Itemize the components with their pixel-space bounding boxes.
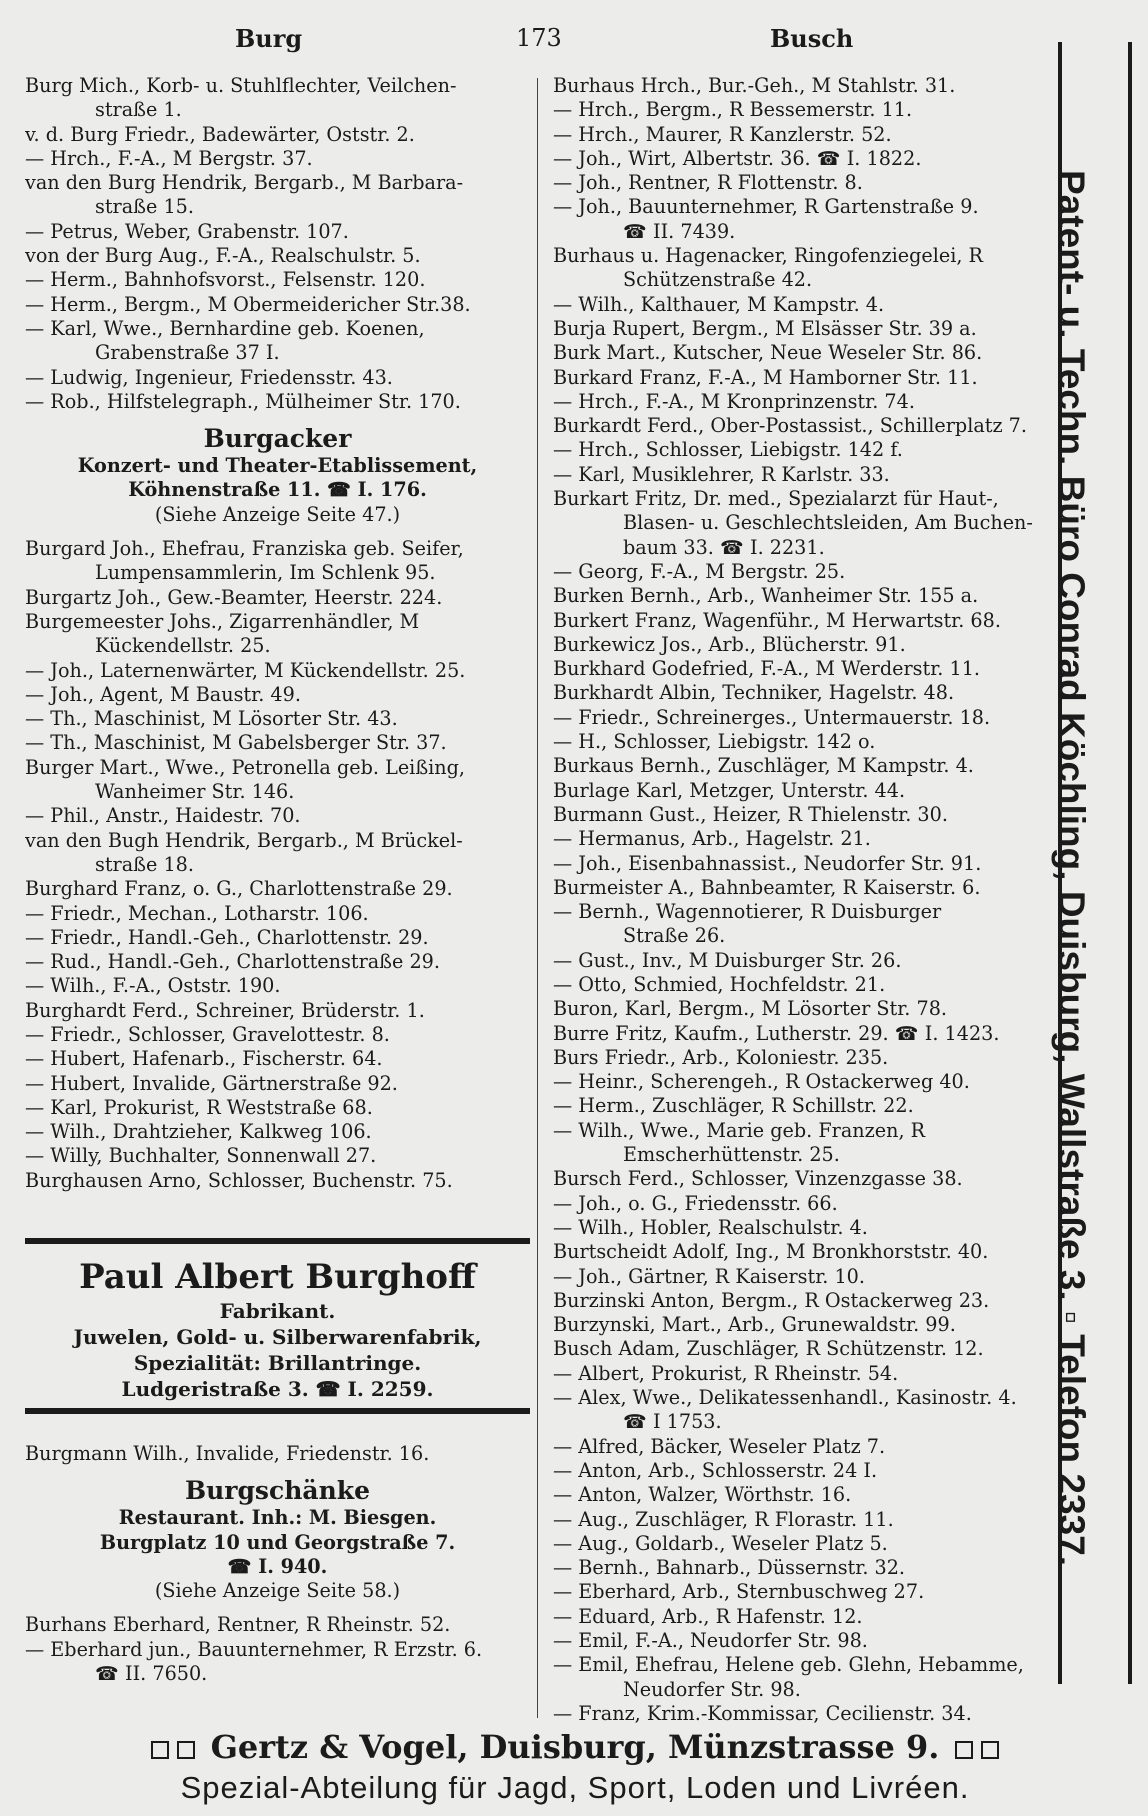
footer-line2: Spezial-Abteilung für Jagd, Sport, Loden und Livréen. (180, 1770, 970, 1805)
directory-entry: — Hrch., Schlosser, Liebigstr. 142 f. (553, 438, 903, 462)
directory-entry: — Friedr., Handl.-Geh., Charlottenstr. 29. (25, 925, 429, 949)
directory-entry: Burhans Eberhard, Rentner, R Rheinstr. 52. (25, 1613, 451, 1637)
directory-entry: — Friedr., Mechan., Lotharstr. 106. (25, 901, 369, 925)
directory-entry: — Petrus, Weber, Grabenstr. 107. (25, 219, 349, 243)
directory-entry: Burs Friedr., Arb., Koloniestr. 235. (553, 1045, 889, 1069)
directory-entry: Burg Mich., Korb- u. Stuhlflechter, Veilchen- (25, 74, 457, 97)
directory-entry: Wanheimer Str. 146. (95, 780, 295, 804)
directory-entry: Straße 26. (623, 924, 726, 948)
directory-entry: (Siehe Anzeige Seite 58.) (154, 1579, 401, 1603)
directory-entry: Burgplatz 10 und Georgstraße 7. (99, 1530, 456, 1554)
directory-entry: Burgard Joh., Ehefrau, Franziska geb. Seifer, (25, 537, 464, 561)
directory-entry: straße 15. (95, 195, 194, 219)
directory-entry: Burgschänke (184, 1476, 371, 1506)
directory-entry: — Alex, Wwe., Delikatessenhandl., Kasinostr. 4. (553, 1386, 1017, 1410)
directory-entry: — Wilh., Kalthauer, M Kampstr. 4. (553, 292, 885, 316)
ad-burghoff-line1: Fabrikant. (219, 1299, 336, 1323)
directory-entry: — Albert, Prokurist, R Rheinstr. 54. (553, 1361, 899, 1385)
directory-entry: — Aug., Goldarb., Weseler Platz 5. (553, 1531, 888, 1555)
directory-entry: — Rob., Hilfstelegraph., Mülheimer Str. 170. (25, 389, 461, 413)
directory-entry: — Herm., Zuschläger, R Schillstr. 22. (553, 1094, 914, 1118)
directory-entry: Emscherhüttenstr. 25. (623, 1143, 840, 1167)
directory-entry: Burkardt Ferd., Ober-Postassist., Schillerplatz 7. (553, 414, 1027, 438)
rule-top (25, 1238, 530, 1244)
directory-entry: — Wilh., Drahtzieher, Kalkweg 106. (25, 1120, 372, 1144)
directory-entry: Burtscheidt Adolf, Ing., M Bronkhorststr. 40. (553, 1240, 989, 1264)
directory-entry: — Th., Maschinist, M Lösorter Str. 43. (25, 707, 398, 731)
directory-entry: Burghard Franz, o. G., Charlottenstraße 29. (25, 877, 453, 901)
directory-entry: ☎ II. 7650. (95, 1662, 208, 1686)
directory-entry: Burkaus Bernh., Zuschläger, M Kampstr. 4. (553, 754, 974, 778)
footer-line1 (30, 1728, 1120, 1766)
box-icon (981, 1741, 999, 1759)
directory-entry: baum 33. ☎ I. 2231. (623, 535, 825, 559)
ad-burghoff-line4: Ludgeristraße 3. ☎ I. 2259. (121, 1377, 434, 1401)
directory-entry: Restaurant. Inh.: M. Biesgen. (118, 1506, 437, 1530)
ad-burghoff-title: Paul Albert Burghoff (79, 1257, 476, 1297)
directory-entry: — Herm., Bergm., M Obermeidericher Str.38. (25, 292, 471, 316)
directory-entry: — Wilh., Hobler, Realschulstr. 4. (553, 1215, 868, 1239)
directory-entry: — Eduard, Arb., R Hafenstr. 12. (553, 1604, 863, 1628)
directory-entry: — Georg, F.-A., M Bergstr. 25. (553, 559, 846, 583)
directory-entry: — Joh., Gärtner, R Kaiserstr. 10. (553, 1264, 865, 1288)
directory-entry: — Friedr., Schlosser, Gravelottestr. 8. (25, 1022, 390, 1046)
ad-burghoff-line2: Juwelen, Gold- u. Silberwarenfabrik, (73, 1325, 482, 1349)
directory-entry: — Willy, Buchhalter, Sonnenwall 27. (25, 1144, 377, 1168)
left-column-lower (25, 1442, 530, 1686)
directory-entry: Burja Rupert, Bergm., M Elsässer Str. 39 a. (553, 316, 977, 340)
side-bar-right (1128, 42, 1132, 1684)
directory-entry: Grabenstraße 37 I. (95, 341, 280, 365)
directory-entry: — Phil., Anstr., Haidestr. 70. (25, 804, 301, 828)
rule-bottom (25, 1408, 530, 1414)
right-column (553, 74, 1053, 1726)
ad-burghoff (25, 1256, 530, 1402)
directory-entry: ☎ II. 7439. (623, 219, 736, 243)
directory-entry: — Joh., Wirt, Albertstr. 36. ☎ I. 1822. (553, 146, 922, 170)
directory-entry: — Th., Maschinist, M Gabelsberger Str. 37. (25, 731, 447, 755)
directory-entry: Schützenstraße 42. (623, 268, 813, 292)
directory-entry: — Alfred, Bäcker, Weseler Platz 7. (553, 1434, 886, 1458)
directory-entry: — Joh., Laternenwärter, M Kückendellstr. 25. (25, 658, 466, 682)
directory-entry: — Karl, Wwe., Bernhardine geb. Koenen, (25, 316, 425, 340)
directory-entry: Burghausen Arno, Schlosser, Buchenstr. 75. (25, 1168, 453, 1192)
directory-entry: — Hubert, Hafenarb., Fischerstr. 64. (25, 1047, 383, 1071)
directory-entry: — Friedr., Schreinerges., Untermauerstr. 18. (553, 705, 991, 729)
directory-entry: Bursch Ferd., Schlosser, Vinzenzgasse 38. (553, 1167, 963, 1191)
directory-entry: Burhaus Hrch., Bur.-Geh., M Stahlstr. 31. (553, 74, 956, 97)
directory-entry: — H., Schlosser, Liebigstr. 142 o. (553, 730, 876, 754)
directory-entry: — Karl, Prokurist, R Weststraße 68. (25, 1095, 373, 1119)
header-right: Busch (770, 24, 854, 53)
directory-entry: — Emil, Ehefrau, Helene geb. Glehn, Hebamme, (553, 1653, 1024, 1677)
directory-entry: Burhaus u. Hagenacker, Ringofenziegelei, R (553, 244, 983, 268)
directory-entry: — Hubert, Invalide, Gärtnerstraße 92. (25, 1071, 398, 1095)
directory-entry: v. d. Burg Friedr., Badewärter, Oststr. 2. (25, 122, 415, 146)
directory-entry: — Hrch., Maurer, R Kanzlerstr. 52. (553, 122, 892, 146)
directory-entry: Burlage Karl, Metzger, Unterstr. 44. (553, 778, 906, 802)
directory-entry: — Ludwig, Ingenieur, Friedensstr. 43. (25, 365, 393, 389)
footer-advert-main: Gertz & Vogel, Duisburg, Münzstrasse 9. (210, 1728, 940, 1766)
directory-entry: — Wilh., F.-A., Oststr. 190. (25, 974, 281, 998)
directory-entry: — Eberhard, Arb., Sternbuschweg 27. (553, 1580, 925, 1604)
spacer (25, 414, 530, 424)
directory-entry: — Karl, Musiklehrer, R Karlstr. 33. (553, 462, 890, 486)
directory-entry: straße 1. (95, 98, 182, 122)
header-left: Burg (235, 24, 303, 53)
directory-entry: Burkhard Godefried, F.-A., M Werderstr. 11. (553, 657, 981, 681)
spacer (25, 1603, 530, 1613)
directory-entry: Burkart Fritz, Dr. med., Spezialarzt für Haut-, (553, 487, 999, 511)
directory-entry: Blasen- u. Geschlechtsleiden, Am Buchen- (623, 511, 1033, 535)
box-icon (955, 1741, 973, 1759)
directory-entry: — Hrch., F.-A., M Bergstr. 37. (25, 146, 313, 170)
directory-entry: straße 18. (95, 852, 194, 876)
directory-entry: — Emil, F.-A., Neudorfer Str. 98. (553, 1629, 868, 1652)
directory-entry: Burmeister A., Bahnbeamter, R Kaiserstr. 6. (553, 875, 981, 899)
left-column (25, 74, 530, 1193)
box-icon (151, 1741, 169, 1759)
side-advert: Patent- u. Techn. Büro Conrad Köchling, Duisburg, Wallstraße 3. ▫ Telefon 2337. (1051, 170, 1092, 1566)
directory-entry: van den Burg Hendrik, Bergarb., M Barbara- (25, 171, 464, 195)
directory-entry: — Joh., Agent, M Baustr. 49. (25, 682, 301, 706)
directory-entry: — Eberhard jun., Bauunternehmer, R Erzstr. 6. (25, 1637, 483, 1661)
directory-entry: Burk Mart., Kutscher, Neue Weseler Str. 86. (553, 341, 983, 365)
directory-entry: — Otto, Schmied, Hochfeldstr. 21. (553, 972, 886, 996)
directory-entry: Burre Fritz, Kaufm., Lutherstr. 29. ☎ I. 1423. (553, 1021, 1000, 1045)
column-divider (537, 78, 538, 1718)
directory-entry: — Bernh., Wagennotierer, R Duisburger (553, 900, 942, 924)
directory-entry: Burgartz Joh., Gew.-Beamter, Heerstr. 224. (25, 585, 443, 609)
directory-entry: — Heinr., Scherengeh., R Ostackerweg 40. (553, 1070, 970, 1094)
directory-entry: Köhnenstraße 11. ☎ I. 176. (128, 478, 427, 502)
directory-entry: — Rud., Handl.-Geh., Charlottenstraße 29. (25, 950, 440, 974)
directory-entry: Busch Adam, Zuschläger, R Schützenstr. 12. (553, 1337, 984, 1361)
directory-entry: Lumpensammlerin, Im Schlenk 95. (95, 561, 436, 585)
directory-entry: Burkard Franz, F.-A., M Hamborner Str. 11. (553, 365, 978, 389)
directory-entry: — Joh., o. G., Friedensstr. 66. (553, 1191, 838, 1215)
directory-entry: — Gust., Inv., M Duisburger Str. 26. (553, 948, 902, 972)
page-number: 173 (516, 24, 562, 52)
directory-entry: Burghardt Ferd., Schreiner, Brüderstr. 1. (25, 998, 425, 1022)
spacer (25, 527, 530, 537)
directory-entry: — Hrch., Bergm., R Bessemerstr. 11. (553, 98, 913, 122)
ad-burghoff-line3: Spezialität: Brillantringe. (133, 1351, 422, 1375)
directory-entry: Burgemeester Johs., Zigarrenhändler, M (25, 609, 420, 633)
directory-entry: Burmann Gust., Heizer, R Thielenstr. 30. (553, 802, 948, 826)
directory-entry: Burgmann Wilh., Invalide, Friedenstr. 16. (25, 1442, 430, 1465)
directory-entry: Burger Mart., Wwe., Petronella geb. Leißing, (25, 755, 466, 779)
directory-entry: — Anton, Arb., Schlosserstr. 24 I. (553, 1458, 878, 1482)
directory-entry: — Bernh., Bahnarb., Düssernstr. 32. (553, 1556, 906, 1580)
directory-entry: — Hermanus, Arb., Hagelstr. 21. (553, 827, 871, 851)
directory-entry: — Joh., Bauunternehmer, R Gartenstraße 9. (553, 195, 979, 219)
directory-entry: — Joh., Eisenbahnassist., Neudorfer Str. 91. (553, 851, 982, 875)
directory-entry: Kückendellstr. 25. (95, 634, 271, 658)
spacer (25, 1466, 530, 1476)
directory-entry: Burkewicz Jos., Arb., Blücherstr. 91. (553, 632, 906, 656)
directory-entry: — Anton, Walzer, Wörthstr. 16. (553, 1483, 852, 1507)
directory-entry: Burzinski Anton, Bergm., R Ostackerweg 23. (553, 1288, 990, 1312)
directory-entry: (Siehe Anzeige Seite 47.) (154, 502, 401, 526)
directory-entry: — Hrch., F.-A., M Kronprinzenstr. 74. (553, 389, 915, 413)
directory-entry: Burken Bernh., Arb., Wanheimer Str. 155 a. (553, 584, 979, 608)
directory-entry: ☎ I. 940. (227, 1554, 328, 1578)
directory-entry: — Herm., Bahnhofsvorst., Felsenstr. 120. (25, 268, 426, 292)
directory-entry: von der Burg Aug., F.-A., Realschulstr. 5. (25, 244, 421, 268)
directory-entry: Konzert- und Theater-Etablissement, (77, 454, 478, 478)
directory-entry: Neudorfer Str. 98. (623, 1677, 801, 1701)
directory-entry: Burgacker (203, 424, 352, 454)
directory-entry: ☎ I 1753. (623, 1410, 722, 1434)
box-icon (177, 1741, 195, 1759)
directory-entry: van den Bugh Hendrik, Bergarb., M Brückel- (25, 828, 463, 852)
directory-entry: — Franz, Krim.-Kommissar, Cecilienstr. 34. (553, 1701, 972, 1725)
directory-entry: Burkert Franz, Wagenführ., M Herwartstr. 68. (553, 608, 1001, 632)
directory-entry: Burkhardt Albin, Techniker, Hagelstr. 48. (553, 681, 955, 705)
directory-entry: — Wilh., Wwe., Marie geb. Franzen, R (553, 1118, 926, 1142)
directory-entry: — Joh., Rentner, R Flottenstr. 8. (553, 171, 863, 195)
directory-entry: Buron, Karl, Bergm., M Lösorter Str. 78. (553, 997, 947, 1021)
directory-entry: Burzynski, Mart., Arb., Grunewaldstr. 99. (553, 1313, 956, 1337)
directory-entry: — Aug., Zuschläger, R Florastr. 11. (553, 1507, 894, 1531)
